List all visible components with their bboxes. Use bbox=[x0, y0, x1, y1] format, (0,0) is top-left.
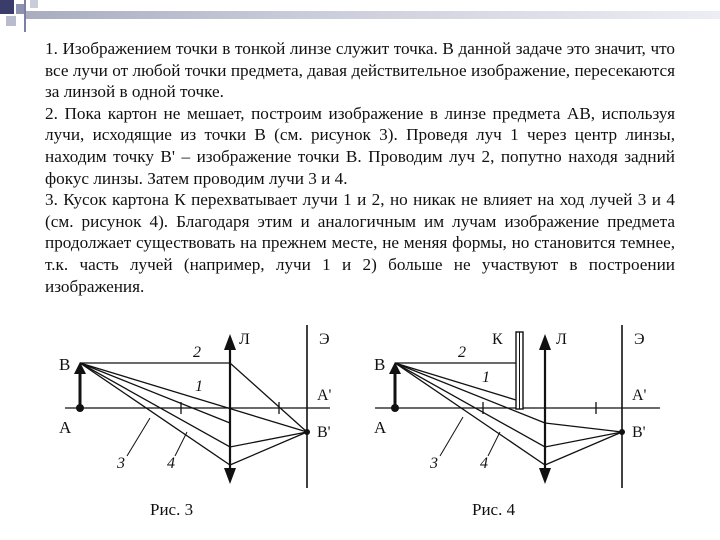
ray-3 bbox=[395, 363, 622, 447]
deco-square bbox=[0, 0, 14, 14]
ray-label-1: 1 bbox=[482, 369, 490, 386]
label-screen: Э bbox=[634, 331, 645, 348]
figure-3-caption: Рис. 3 bbox=[150, 500, 194, 519]
leader-4 bbox=[488, 432, 500, 456]
rays bbox=[395, 363, 622, 465]
point-B-image bbox=[304, 429, 310, 435]
point-A bbox=[391, 404, 399, 412]
label-lens: Л bbox=[239, 331, 250, 348]
ray-extra-2 bbox=[545, 423, 622, 432]
figure-3-diagram bbox=[55, 320, 355, 490]
label-A: А bbox=[59, 418, 72, 437]
label-screen: Э bbox=[319, 331, 330, 348]
label-B: В bbox=[374, 355, 386, 374]
label-A: А bbox=[374, 418, 387, 437]
label-B-image: В' bbox=[317, 424, 331, 441]
task-text bbox=[45, 38, 675, 297]
label-card: К bbox=[492, 331, 503, 348]
ray-4 bbox=[395, 363, 622, 465]
header-stripe bbox=[24, 11, 720, 19]
figure-4-caption: Рис. 4 bbox=[472, 500, 516, 519]
lens-top-arrow bbox=[224, 334, 236, 350]
lens-top-arrow bbox=[539, 334, 551, 350]
ray-3 bbox=[80, 363, 307, 447]
paragraph-2: 2. Пока картон не мешает, построим изображение в линзе предмета АВ, используя лучи, исходящие из точки В (см. рисунок 3). Проведя луч 1 через центр линзы, находим точку В' – изображение точки В. Проводим луч 2, попутно находя задний фокус линзы. Затем проводим лучи 3 и 4. bbox=[45, 103, 675, 188]
slide-header-decoration bbox=[0, 0, 720, 30]
paragraph-1: 1. Изображением точки в тонкой линзе служит точка. В данной задаче это значит, что все лучи от любой точки предмета, давая действительное изображение, пересекаются за линзой в одной точке. bbox=[45, 39, 675, 102]
ray-label-4: 4 bbox=[167, 455, 175, 472]
lens-bottom-arrow bbox=[539, 468, 551, 484]
rays bbox=[80, 363, 307, 465]
ray-1 bbox=[395, 363, 516, 400]
leader-3 bbox=[440, 417, 463, 456]
deco-square bbox=[30, 0, 38, 8]
label-B-image: В' bbox=[632, 424, 646, 441]
ray-label-2: 2 bbox=[458, 344, 466, 361]
ray-label-2: 2 bbox=[193, 344, 201, 361]
label-lens: Л bbox=[556, 331, 567, 348]
vertical-rule bbox=[24, 0, 26, 32]
leader-4 bbox=[175, 432, 187, 456]
ray-label-4: 4 bbox=[480, 455, 488, 472]
ray-label-3: 3 bbox=[430, 455, 438, 472]
label-B: В bbox=[59, 355, 71, 374]
ray-1 bbox=[80, 363, 307, 432]
figure-4-diagram bbox=[370, 320, 680, 490]
ray-4 bbox=[80, 363, 307, 465]
paragraph-3: 3. Кусок картона К перехватывает лучи 1 и 2, но никак не влияет на ход лучей 3 и 4 (см. рисунок 4). Благодаря этим и аналогичным им лучам изображение предмета продолжает существовать на прежнем месте, не меняя формы, но становится темнее, т.к. часть лучей (например, лучи 1 и 2) больше не участвуют в построении изображения. bbox=[45, 190, 675, 296]
ray-label-3: 3 bbox=[117, 455, 125, 472]
ray-label-1: 1 bbox=[195, 378, 203, 395]
lens-bottom-arrow bbox=[224, 468, 236, 484]
leader-3 bbox=[127, 418, 150, 456]
point-B-image bbox=[619, 429, 625, 435]
label-A-image: А' bbox=[317, 387, 332, 404]
point-A bbox=[76, 404, 84, 412]
deco-square bbox=[6, 16, 16, 26]
label-A-image: А' bbox=[632, 387, 647, 404]
